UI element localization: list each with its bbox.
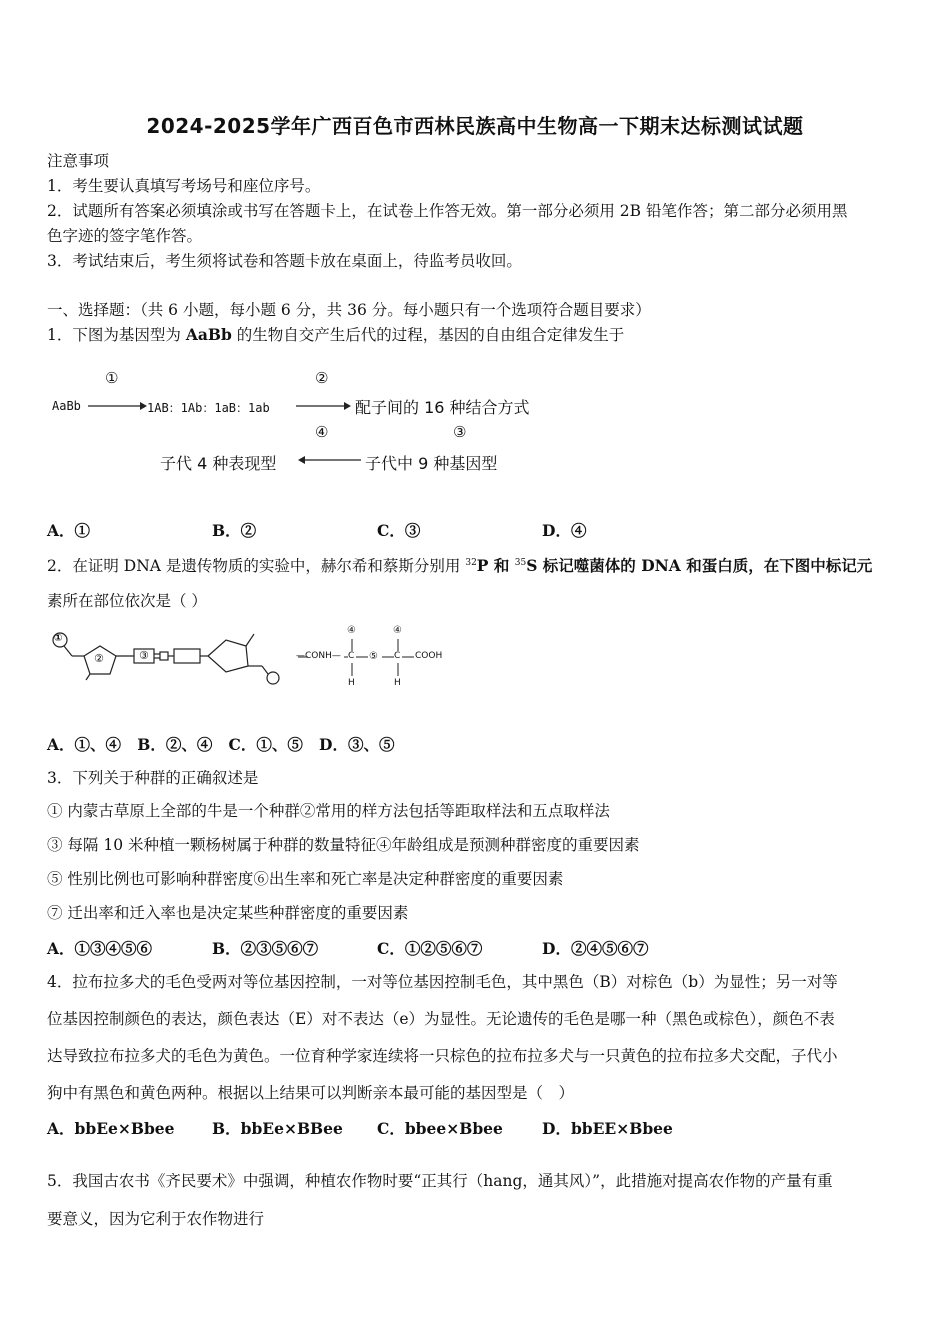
genotype-text: AaBb (185, 325, 232, 344)
option-c[interactable]: C．bbee×Bbee (377, 1119, 503, 1138)
question-text: 拉布拉多犬的毛色受两对等位基因控制，一对等位基因控制毛色，其中黑色（B）对棕色（b）为显性；另一对等 (72, 973, 838, 991)
question-text: 要意义，因为它利于农作物进行 (47, 1210, 265, 1228)
question-text: P 和 (476, 556, 515, 576)
option-b[interactable]: B．②③⑤⑥⑦ (212, 939, 319, 958)
arrow-left-icon (295, 452, 363, 468)
question-text: 下图为基因型为 (72, 326, 186, 344)
notice-item: 2．试题所有答案必须填涂或书写在答题卡上，在试卷上作答无效。第一部分必须用 2B 铅笔作答；第二部分必须用黑 (47, 202, 848, 220)
page-title: 2024-2025学年广西百色市西林民族高中生物高一下期末达标测试试题 (146, 114, 804, 138)
step-marker: ④ (315, 423, 329, 441)
notice-item: 3．考试结束后，考生须将试卷和答题卡放在桌面上，待监考员收回。 (47, 252, 522, 270)
option-d[interactable]: D．④ (542, 521, 587, 540)
notice-heading: 注意事项 (47, 152, 110, 170)
label-marker: ④ (393, 625, 402, 636)
question-1 (47, 324, 624, 346)
question-text: 在证明 DNA 是遗传物质的实验中，赫尔希和蔡斯分别用 (72, 557, 466, 576)
arrow-icon (294, 398, 352, 414)
option-c[interactable]: C．③ (377, 521, 421, 540)
carboxyl-text: COOH (415, 651, 443, 661)
question-text: 下列关于种群的正确叙述是 (72, 769, 259, 787)
label-marker: ② (94, 652, 104, 665)
question-number: 5． (47, 1172, 73, 1190)
question-text: 达导致拉布拉多犬的毛色为黄色。一位育种学家连续将一只棕色的拉布拉多犬与一只黄色的拉布拉多犬交配，子代小 (47, 1047, 838, 1065)
peptide-bond-text: —CONH— (296, 651, 341, 661)
statement-line: ⑦ 迁出率和迁入率也是决定某些种群密度的重要因素 (47, 904, 409, 922)
question-text: 狗中有黑色和黄色两种。根据以上结果可以判断亲本最可能的基因型是（ ） (47, 1084, 575, 1102)
process-diagram (50, 365, 570, 480)
section-heading: 一、选择题：（共 6 小题，每小题 6 分，共 36 分。每小题只有一个选项符合题目要求） (47, 301, 651, 319)
question-number: 2． (47, 557, 73, 576)
gamete-ratio: 1AB：1Ab：1aB：1ab (147, 401, 270, 415)
question-text: 位基因控制颜色的表达，颜色表达（E）对不表达（e）为显性。无论遗传的毛色是哪一种（黑色或棕色），颜色不表 (47, 1010, 835, 1028)
question-4 (47, 971, 838, 993)
question-5 (47, 1170, 833, 1192)
hydrogen-atom: H (348, 678, 355, 688)
isotope-superscript: 35 (514, 558, 527, 568)
label-marker: ⑤ (369, 651, 378, 662)
option-d[interactable]: D．bbEE×Bbee (542, 1119, 673, 1138)
carbon-atom: C (394, 651, 401, 661)
hydrogen-atom: H (394, 678, 401, 688)
label-marker: ③ (139, 649, 149, 662)
carbon-atom: C (348, 651, 355, 661)
molecule-figure (50, 622, 450, 692)
option-c[interactable]: C．①②⑤⑥⑦ (377, 939, 483, 958)
step-marker: ① (105, 369, 119, 387)
option-d[interactable]: D．②④⑤⑥⑦ (542, 939, 649, 958)
question-number: 1． (47, 326, 73, 344)
question-text: S 标记噬菌体的 DNA 和蛋白质，在下图中标记元 (526, 556, 873, 576)
step-marker: ③ (453, 423, 467, 441)
question-text: 我国古农书《齐民要术》中强调，种植农作物时要“正其行（hang，通其风）”，此措施对提高农作物的产量有重 (72, 1172, 833, 1190)
question-number: 4． (47, 973, 73, 991)
option-a[interactable]: A．① (47, 521, 91, 540)
isotope-superscript: 32 (465, 558, 477, 568)
options-row[interactable]: A．①、④ B．②、④ C．①、⑤ D．③、⑤ (47, 735, 395, 754)
question-number: 3． (47, 769, 73, 787)
question-text: 素所在部位依次是（ ） (47, 592, 207, 610)
question-3 (47, 767, 258, 789)
combination-text: 配子间的 16 种结合方式 (355, 398, 530, 417)
option-b[interactable]: B．② (212, 521, 257, 540)
nucleotide-structure (50, 622, 450, 692)
question-text: 的生物自交产生后代的过程，基因的自由组合定律发生于 (231, 326, 625, 344)
option-b[interactable]: B．bbEe×BBee (212, 1119, 343, 1138)
parent-genotype: AaBb (52, 399, 81, 413)
statement-line: ① 内蒙古草原上全部的牛是一个种群②常用的样方法包括等距取样法和五点取样法 (47, 802, 610, 820)
notice-item: 色字迹的签字笔作答。 (47, 227, 203, 245)
option-a[interactable]: A．bbEe×Bbee (47, 1119, 175, 1138)
step-marker: ② (315, 369, 329, 387)
option-a[interactable]: A．①③④⑤⑥ (47, 939, 153, 958)
question-2 (47, 552, 872, 577)
phenotype-text: 子代 4 种表现型 (160, 454, 277, 473)
arrow-icon (86, 398, 148, 414)
notice-item: 1．考生要认真填写考场号和座位序号。 (47, 177, 321, 195)
label-marker: ① (54, 633, 63, 644)
label-marker: ④ (347, 625, 356, 636)
genotype-count-text: 子代中 9 种基因型 (365, 454, 498, 473)
statement-line: ③ 每隔 10 米种植一颗杨树属于种群的数量特征④年龄组成是预测种群密度的重要因素 (47, 836, 640, 854)
statement-line: ⑤ 性别比例也可影响种群密度⑥出生率和死亡率是决定种群密度的重要因素 (47, 870, 564, 888)
